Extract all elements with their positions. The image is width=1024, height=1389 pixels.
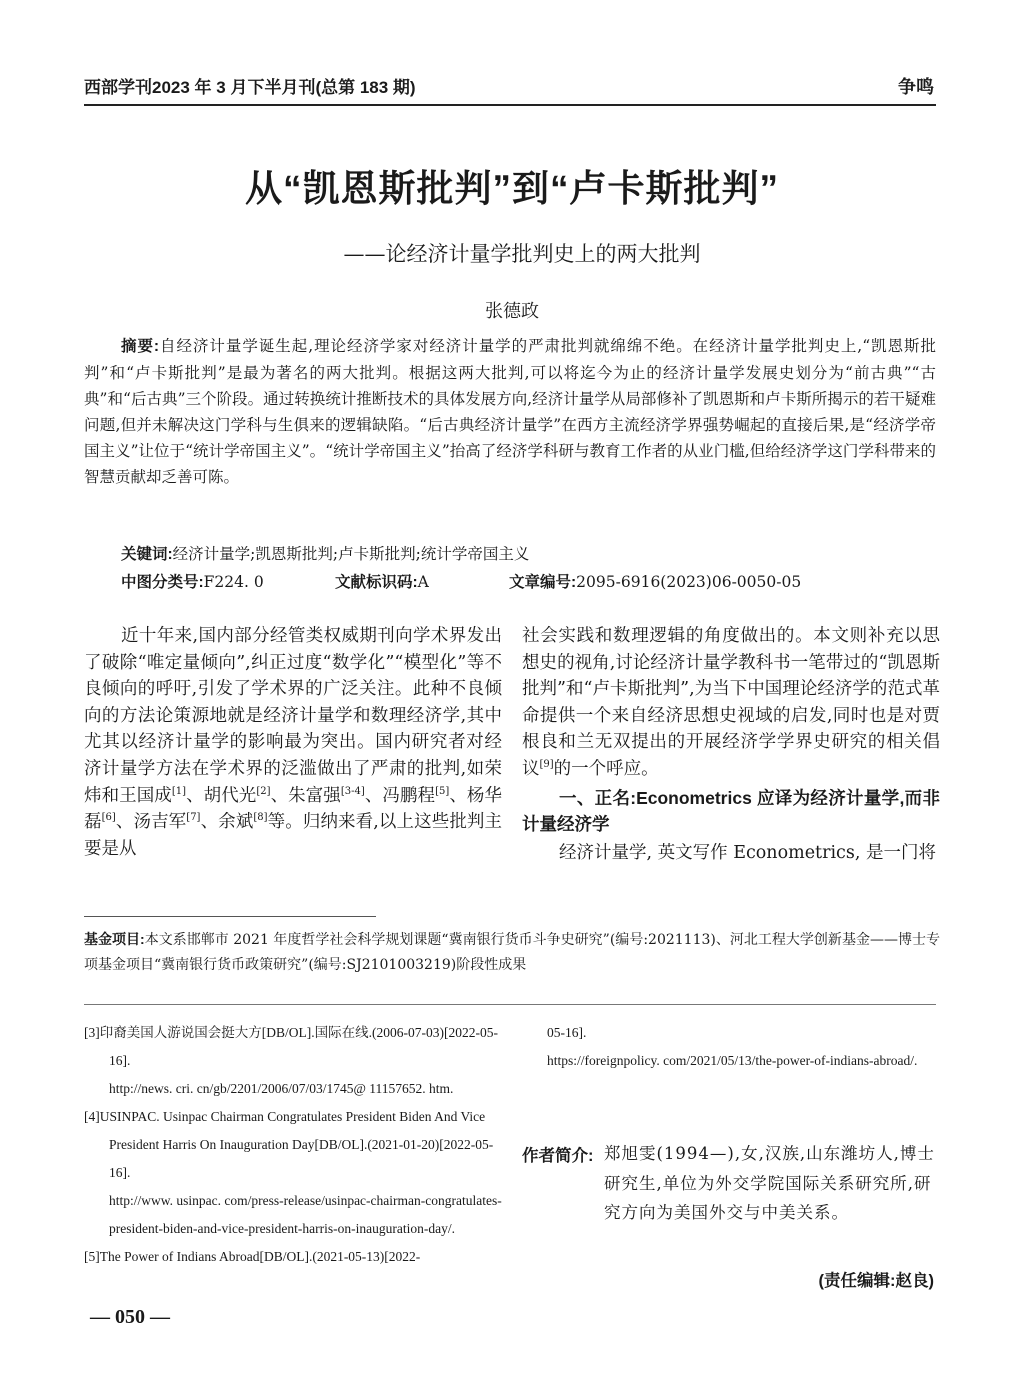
responsible-editor: (责任编辑:赵良) (818, 1272, 934, 1290)
body-right-column (522, 623, 940, 866)
body-text: 、冯鹏程 (364, 785, 436, 806)
citation: [2] (256, 785, 271, 797)
body-left-column (84, 623, 502, 862)
body-text: 、汤吉军 (115, 812, 187, 833)
reference-4: [4]USINPAC. Usinpac Chairman Congratulates President Biden And Vice President Harris On Inauguration Day[DB/OL].(2021-01-20)[2022-05-16]. (84, 1109, 494, 1180)
clc-value: F224. 0 (203, 573, 264, 591)
author-name: 张德政 (485, 301, 539, 322)
body-text: 的一个呼应。 (553, 758, 659, 779)
body-text: 、余斌 (200, 812, 254, 833)
body-paragraph (522, 623, 940, 783)
article-title: 从“凯恩斯批判”到“卢卡斯批判” (245, 168, 779, 209)
body-text: 社会实践和数理逻辑的角度做出的。本文则补充以思想史的视角,讨论经济计量学教科书一笔带过的“凯恩斯批判”和“卢卡斯批判”,为当下中国理论经济学的范式革命提供一个来自经济思想史视域的启发,同时也是对贾根良和兰无双提出的开展经济学学界史研究的相关倡议 (522, 626, 940, 779)
page-number: — 050 — (90, 1306, 170, 1328)
citation: [5] (435, 785, 450, 797)
reference-5-continued: 05-16]. (547, 1025, 587, 1040)
references-left (84, 1019, 502, 1271)
keywords-text: 经济计量学;凯恩斯批判;卢卡斯批判;统计学帝国主义 (172, 545, 530, 563)
reference-4-url[interactable]: http://www. usinpac. com/press-release/usinpac-chairman-congratulates-president-biden-and-vice-president-harris-on-inauguration-day/. (109, 1193, 502, 1236)
citation: [6] (101, 812, 116, 824)
reference-3-url[interactable]: http://news. cri. cn/gb/2201/2006/07/03/1745@ 11157652. htm. (109, 1081, 454, 1096)
citation: [1] (171, 785, 187, 797)
body-text: 、胡代光 (186, 785, 257, 806)
citation: [8] (253, 812, 268, 824)
article-no-value: 2095-6916(2023)06-0050-05 (576, 573, 802, 591)
author-bio-text: 郑旭雯(1994—),女,汉族,山东潍坊人,博士研究生,单位为外交学院国际关系研究所,研究方向为美国外交与中美关系。 (604, 1144, 935, 1222)
keywords-label: 关键词: (121, 546, 173, 563)
body-text: 、朱富强 (270, 785, 341, 806)
doc-code-value: A (417, 573, 429, 591)
funding-label: 基金项目: (84, 931, 145, 947)
header-rule (84, 104, 936, 106)
abstract-text: 自经济计量学诞生起,理论经济学家对经济计量学的严肃批判就绵绵不绝。在经济计量学批判史上,“凯恩斯批判”和“卢卡斯批判”是最为著名的两大批判。根据这两大批判,可以将迄今为止的经济计量学发展史划分为“前古典”“古典”和“后古典”三个阶段。通过转换统计推断技术的具体发展方向,经济计量学从局部修补了凯恩斯和卢卡斯所揭示的若干疑难问题,但并未解决这门学科与生俱来的逻辑缺陷。“后古典经济计量学”在西方主流经济学界强势崛起的直接后果,是“经济学帝国主义”让位于“统计学帝国主义”。“统计学帝国主义”抬高了经济学科研与教育工作者的从业门槛,但给经济学这门学科带来的智慧贡献却乏善可陈。 (84, 337, 936, 486)
author-bio-label: 作者简介: (522, 1147, 594, 1165)
section-heading: 一、正名:Econometrics 应译为经济计量学,而非计量经济学 (522, 787, 940, 835)
citation: [3-4] (340, 785, 365, 797)
abstract (84, 333, 936, 490)
body-text: 等。归纳来看,以上这些批判主要是从 (84, 812, 503, 859)
article-subtitle: ——论经济计量学批判史上的两大批判 (343, 242, 701, 266)
reference-3: [3]印裔美国人游说国会挺大方[DB/OL].国际在线.(2006-07-03)[2022-05-16]. (84, 1025, 498, 1068)
references-right (522, 1019, 940, 1075)
footnote-rule (84, 916, 376, 917)
body-paragraph: 经济计量学, 英文写作 Econometrics, 是一门将 (559, 842, 936, 863)
journal-issue-header: 西部学刊2023 年 3 月下半月刊(总第 183 期) (84, 78, 416, 97)
funding-note (84, 927, 940, 978)
classification-line (121, 570, 941, 592)
abstract-label: 摘要: (121, 338, 160, 355)
article-no-label: 文章编号: (509, 574, 577, 591)
doc-code-label: 文献标识码: (335, 574, 418, 591)
clc-label: 中图分类号: (121, 574, 204, 591)
citation: [9] (539, 759, 554, 771)
reference-5: [5]The Power of Indians Abroad[DB/OL].(2021-05-13)[2022- (84, 1249, 421, 1264)
column-label: 争鸣 (898, 77, 934, 97)
body-text: 、杨华磊 (84, 785, 503, 833)
funding-text: 本文系邯郸市 2021 年度哲学社会科学规划课题“冀南银行货币斗争史研究”(编号:2021113)、河北工程大学创新基金——博士专项基金项目“冀南银行货币政策研究”(编号:SJ2101003219)阶段性成果 (84, 932, 940, 973)
keywords (121, 542, 529, 564)
citation: [7] (186, 812, 201, 824)
reference-5-url[interactable]: https://foreignpolicy. com/2021/05/13/the-power-of-indians-abroad/. (547, 1053, 918, 1068)
references-rule (84, 1004, 936, 1005)
body-text: 近十年来,国内部分经管类权威期刊向学术界发出了破除“唯定量倾向”,纠正过度“数学化”“模型化”等不良倾向的呼吁,引发了学术界的广泛关注。此种不良倾向的方法论策源地就是经济计量学和数理经济学,其中尤其以经济计量学的影响最为突出。国内研究者对经济计量学方法在学术界的泛滥做出了严肃的批判,如荣炜和王国成 (84, 626, 502, 806)
